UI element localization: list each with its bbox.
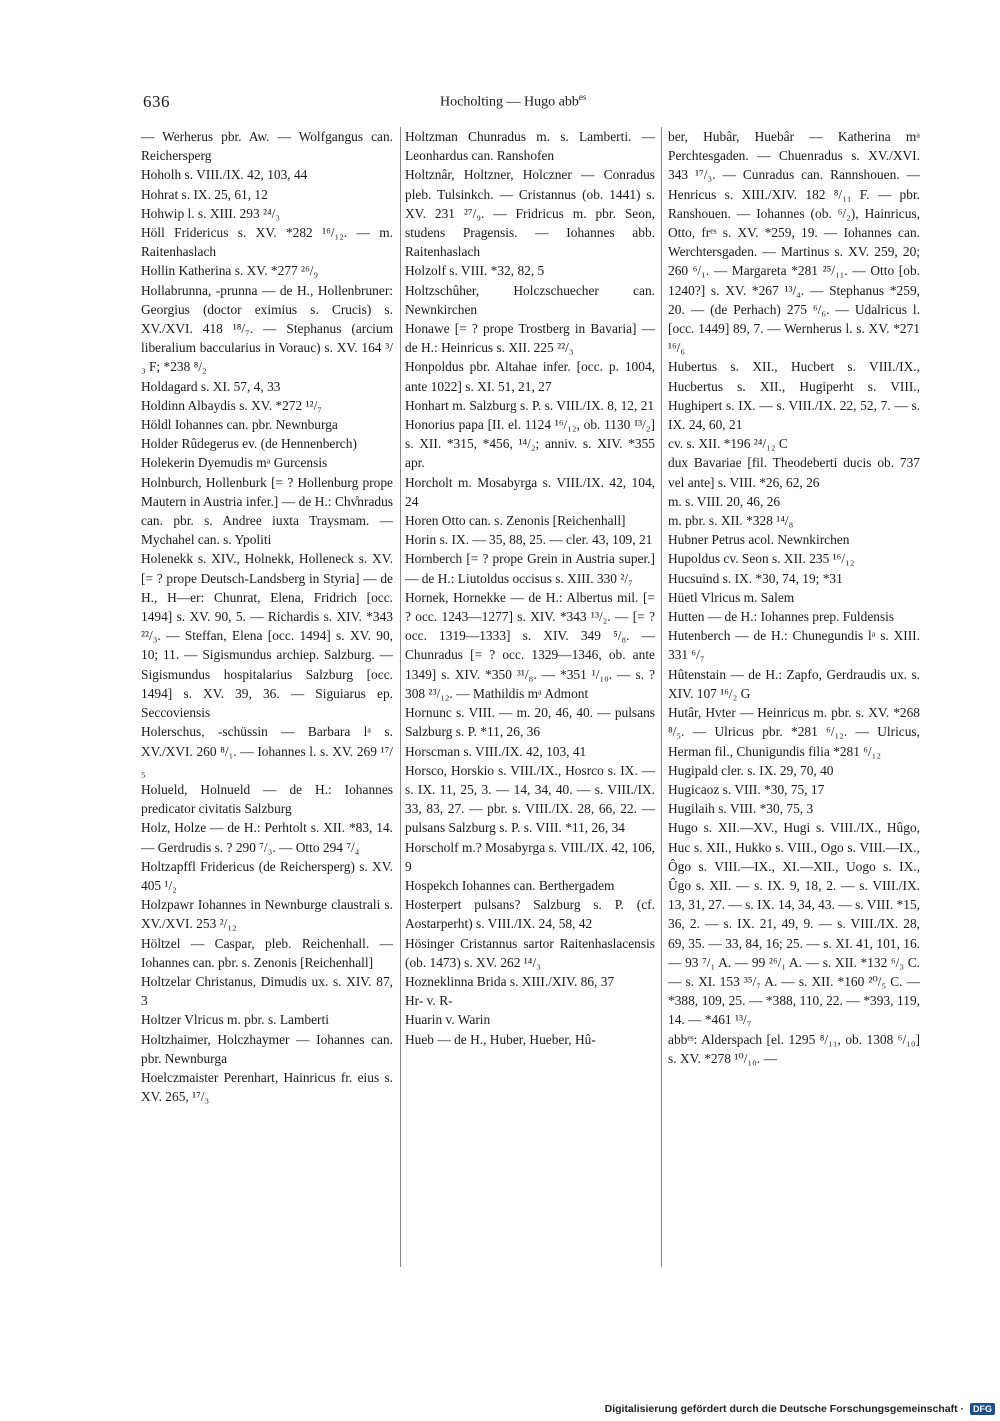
- index-entry: Hubner Petrus acol. Newnkirchen: [668, 532, 850, 548]
- index-entry: Holtzhaimer, Holczhaymer — Iohannes can. pbr. Newnburga: [141, 1031, 393, 1066]
- index-entry: Honpoldus pbr. Altahae infer. [occ. p. 1004, ante 1022] s. XI. 51, 21, 27: [405, 359, 655, 394]
- index-entry: Hospekch Iohannes can. Berthergadem: [405, 877, 615, 893]
- index-entry: Holtzschûher, Holczschuecher can. Newnkirchen: [405, 282, 655, 317]
- column-divider: [400, 127, 401, 1267]
- index-entry: Hösinger Cristannus sartor Raitenhaslacensis (ob. 1473) s. XV. 262 ¹⁴/₃: [405, 935, 655, 970]
- running-title-text: Hocholting — Hugo abb: [440, 94, 579, 110]
- index-entry: Horin s. IX. — 35, 88, 25. — cler. 43, 109, 21: [405, 532, 653, 548]
- running-title-suffix: es: [578, 92, 587, 102]
- index-entry: m. pbr. s. XII. *328 ¹⁴/₈: [668, 513, 794, 529]
- index-entry: Holtzapffl Fridericus (de Reichersperg) s. XV. 405 ¹/₂: [141, 858, 393, 893]
- index-entry: Hugilaih s. VIII. *30, 75, 3: [668, 801, 814, 817]
- index-entry: Hohrat s. IX. 25, 61, 12: [141, 186, 268, 202]
- index-entry: Hüetl Vlricus m. Salem: [668, 589, 795, 605]
- index-entry: Hollin Katherina s. XV. *277 ²⁶/₉: [141, 263, 319, 279]
- index-entry: Holtzer Vlricus m. pbr. s. Lamberti: [141, 1012, 329, 1028]
- index-column-1: [141, 127, 393, 1106]
- index-entry: ber, Hubâr, Huebâr — Katherina mᵃ Perchtesgaden. — Chuenradus s. XV./XVI. 343 ¹⁷/₃. — Cunradus can. Rannshouen. — Henricus s. XIII./XIV. 182 ⁸/₁₁ F. — pbr. Ranshouen. — Iohannes (ob. ⁶/₂), Hainricus, Otto, frᵉˢ s. XV. *259, 19. — Iohannes can. Werchtersgaden. — Martinus s. XV. 259, 20; 260 ⁶/₁. — Margareta *281 ²⁵/₁₁. — Otto [ob. 1240?] s. XV. *267 ¹³/₄. — Stephanus *259, 20. — (de Perhach) 275 ⁶/₆. — Udalricus l. [occ. 1449] 89, 7. — Wernherus l. s. XV. *271 ¹⁶/₆: [668, 129, 920, 356]
- index-entry: Hugipald cler. s. IX. 29, 70, 40: [668, 762, 834, 778]
- index-entry: m. s. VIII. 20, 46, 26: [668, 493, 781, 509]
- index-entry: Holdagard s. XI. 57, 4, 33: [141, 378, 281, 394]
- index-entry: Hohwip l. s. XIII. 293 ²⁴/₃: [141, 205, 281, 221]
- column-divider: [661, 127, 662, 1267]
- index-entry: Horcholt m. Mosabyrga s. VIII./IX. 42, 104, 24: [405, 474, 655, 509]
- index-entry: Holzolf s. VIII. *32, 82, 5: [405, 263, 545, 279]
- index-entry: Horscholf m.? Mosabyrga s. VIII./IX. 42, 106, 9: [405, 839, 655, 874]
- index-entry: Hubertus s. XII., Hucbert s. VIII./IX., Hucbertus s. XII., Hugiperht s. VIII., Hughipert s. IX. — s. VIII./IX. 22, 52, 7. — s. IX. 24, 60, 21: [668, 359, 920, 433]
- index-entry: Hugicaoz s. VIII. *30, 75, 17: [668, 781, 825, 797]
- footer-text: Digitalisierung gefördert durch die Deutsche Forschungsgemeinschaft ·: [604, 1403, 964, 1415]
- index-entry: Holnburch, Hollenburk [= ? Hollenburg prope Mautern in Austria infer.] — de H.: Chv̊nradus can. pbr. s. Andree iuxta Traysmam. — Mychahel can. s. Ypoliti: [141, 474, 393, 548]
- dfg-logo-icon: DFG: [970, 1403, 995, 1415]
- index-entry: Honorius papa [II. el. 1124 ¹⁶/₁₂, ob. 1130 ¹³/₂] s. XII. *315, *456, ¹⁴/₂; anniv. s. XIV. *355 apr.: [405, 417, 655, 471]
- index-entry: dux Bavariae [fil. Theodeberti ducis ob. 737 vel ante] s. VIII. *26, 62, 26: [668, 455, 920, 490]
- index-entry: Hucsuind s. IX. *30, 74, 19; *31: [668, 570, 843, 586]
- index-entry: cv. s. XII. *196 ²⁴/₁₂ C: [668, 436, 788, 452]
- index-entry: Höltzel — Caspar, pleb. Reichenhall. — Iohannes can. pbr. s. Zenonis [Reichenhall]: [141, 935, 393, 970]
- index-entry: Höll Fridericus s. XV. *282 ¹⁶/₁₂. — m. Raitenhaslach: [141, 225, 393, 260]
- funding-footer: [595, 1400, 995, 1418]
- page-header: [125, 86, 920, 116]
- index-entry: Hueb — de H., Huber, Hueber, Hû-: [405, 1031, 596, 1047]
- index-entry: Hornunc s. VIII. — m. 20, 46, 40. — pulsans Salzburg s. P. *11, 26, 36: [405, 705, 655, 740]
- index-entry: Hutten — de H.: Iohannes prep. Fuldensis: [668, 609, 895, 625]
- index-entry: Holerschus, -schüssin — Barbara lᵃ s. XV./XVI. 260 ⁸/₁. — Iohannes l. s. XV. 269 ¹⁷/₅: [141, 724, 393, 778]
- index-entry: Hornberch [= ? prope Grein in Austria super.] — de H.: Liutoldus occisus s. XIII. 330 ²/₇: [405, 551, 655, 586]
- index-entry: — Werherus pbr. Aw. — Wolfgangus can. Reichersperg: [141, 129, 393, 164]
- index-entry: Hosterpert pulsans? Salzburg s. P. (cf. Aostarperht) s. VIII./IX. 24, 58, 42: [405, 897, 655, 932]
- index-entry: Huarin v. Warin: [405, 1012, 491, 1028]
- index-entry: Honhart m. Salzburg s. P. s. VIII./IX. 8, 12, 21: [405, 397, 655, 413]
- index-column-3: [668, 127, 920, 1068]
- index-entry: Hoholh s. VIII./IX. 42, 103, 44: [141, 167, 308, 183]
- index-entry: Horsco, Horskio s. VIII./IX., Hosrco s. IX. — s. IX. 11, 25, 3. — 14, 34, 40. — s. VIII./IX. 33, 83, 27. — pbr. s. VIII./IX. 28, 66, 22. — pulsans Salzburg s. P. s. VIII. *11, 26, 34: [405, 762, 655, 836]
- index-entry: Höldl Iohannes can. pbr. Newnburga: [141, 417, 338, 433]
- index-entry: Hutenberch — de H.: Chunegundis lᵃ s. XIII. 331 ⁶/₇: [668, 628, 920, 663]
- index-entry: Hupoldus cv. Seon s. XII. 235 ¹⁶/₁₂: [668, 551, 855, 567]
- index-entry: Horscman s. VIII./IX. 42, 103, 41: [405, 743, 587, 759]
- index-entry: Holueld, Holnueld — de H.: Iohannes predicator civitatis Salzburg: [141, 781, 393, 817]
- index-entry: Holz, Holze — de H.: Perhtolt s. XII. *83, 14. — Gerdrudis s. ? 290 ⁷/₃. — Otto 294 ⁷/₄: [141, 820, 393, 855]
- index-entry: Hozneklinna Brida s. XIII./XIV. 86, 37: [405, 973, 615, 989]
- index-entry: Holtzelar Christanus, Dimudis ux. s. XIV. 87, 3: [141, 973, 393, 1009]
- index-entry: Holtznâr, Holtzner, Holczner — Conradus pleb. Tulsinkch. — Cristannus (ob. 1441) s. XV. 231 ²⁷/₉. — Fridricus m. pbr. Seon, studens Pragensis. — Iohannes abb. Raitenhaslach: [405, 167, 655, 260]
- index-entry: Hornek, Hornekke — de H.: Albertus mil. [= ? occ. 1243—1277] s. XIV. *343 ¹³/₂. — [= ? occ. 1319—1333] s. XIV. 349 ⁵/₈. — Chunradus [= ? occ. 1329—1346, ob. ante 1349] s. XIV. *350 ³¹/₈. — *351 ¹/₁₀. — s. ? 308 ²³/₁₂. — Mathildis mᵃ Admont: [405, 589, 655, 701]
- index-entry: Horen Otto can. s. Zenonis [Reichenhall]: [405, 513, 626, 529]
- index-entry: Hoelczmaister Perenhart, Hainricus fr. eius s. XV. 265, ¹⁷/₃: [141, 1069, 393, 1105]
- index-entry: Hr- v. R-: [405, 993, 453, 1009]
- index-entry: Holekerin Dyemudis mᵃ Gurcensis: [141, 455, 328, 471]
- index-entry: Hugo s. XII.—XV., Hugi s. VIII./IX., Hûgo, Huc s. XII., Hukko s. VIII., Ogo s. VIII.—IX., Ôgo s. VIII.—IX., XI.—XII., Uogo s. IX., Ûgo s. XII. — s. IX. 9, 18, 2. — s. VIII./IX. 13, 31, 27. — s. IX. 14, 34, 43. — s. VIII. *15, 36, 2. — s. IX. 21, 49, 9. — s. VIII./IX. 28, 69, 35. — 33, 84, 16; 25. — s. XI. 41, 101, 16. — 93 ⁷/₁ A. — 99 ²⁶/₁ A. — s. XII. *132 ⁶/₃ C. — s. XI. 153 ³⁵/₇ A. — s. XII. *160 ²⁰/₅ C. — *388, 109, 25. — *388, 110, 22. — *393, 119, 14. — *461 ¹³/₇: [668, 820, 920, 1028]
- page-number: 636: [143, 92, 170, 111]
- index-column-2: [405, 127, 655, 1049]
- index-entry: Holtzman Chunradus m. s. Lamberti. — Leonhardus can. Ranshofen: [405, 129, 655, 164]
- index-entry: Hutâr, Hvter — Heinricus m. pbr. s. XV. *268 ⁸/₅. — Ulricus pbr. *281 ⁶/₁₂. — Ulricus, Herman fil., Chunigundis filia *281 ⁶/₁₂: [668, 705, 920, 759]
- index-entry: Holdinn Albaydis s. XV. *272 ¹²/₇: [141, 397, 322, 413]
- index-entry: Holenekk s. XIV., Holnekk, Holleneck s. XV. [= ? prope Deutsch-Landsberg in Styria] — de H., H—er: Chunrat, Elena, Fridrich [occ. 1494] s. XV. 90, 5. — Richardis s. XIV. *343 ²²/₃. — Steffan, Elena [occ. 1494] s. XV. 90, 10; 11. — Sigismundus archiep. Salzburg. — Sigismundus hospitalarius Salzburg [occ. 1494] s. XV. 39, 36. — Siguiarus ep. Seccoviensis: [141, 551, 393, 721]
- index-entry: Honawe [= ? prope Trostberg in Bavaria] — de H.: Heinricus s. XII. 225 ²²/₃: [405, 321, 655, 356]
- index-entry: abbᵉˢ: Alderspach [el. 1295 ⁸/₁₁, ob. 1308 ⁶/₁₀] s. XV. *278 ¹⁰/₁₀. —: [668, 1031, 920, 1066]
- running-title: [440, 92, 586, 111]
- index-entry: Hûtenstain — de H.: Zapfo, Gerdraudis ux. s. XIV. 107 ¹⁶/₂ G: [668, 666, 920, 701]
- index-entry: Hollabrunna, -prunna — de H., Hollenbruner: Georgius (doctor eximius s. Crucis) s. XV./XVI. 418 ¹⁸/₇. — Stephanus (arcium liberalium baccularius in Vorauc) s. XV. 164 ³/₃ F; *238 ⁸/₂: [141, 282, 393, 375]
- index-entry: Holzpawr Iohannes in Newnburge claustrali s. XV./XVI. 253 ²/₁₂: [141, 897, 393, 932]
- index-entry: Holder Rûdegerus ev. (de Hennenberch): [141, 436, 357, 452]
